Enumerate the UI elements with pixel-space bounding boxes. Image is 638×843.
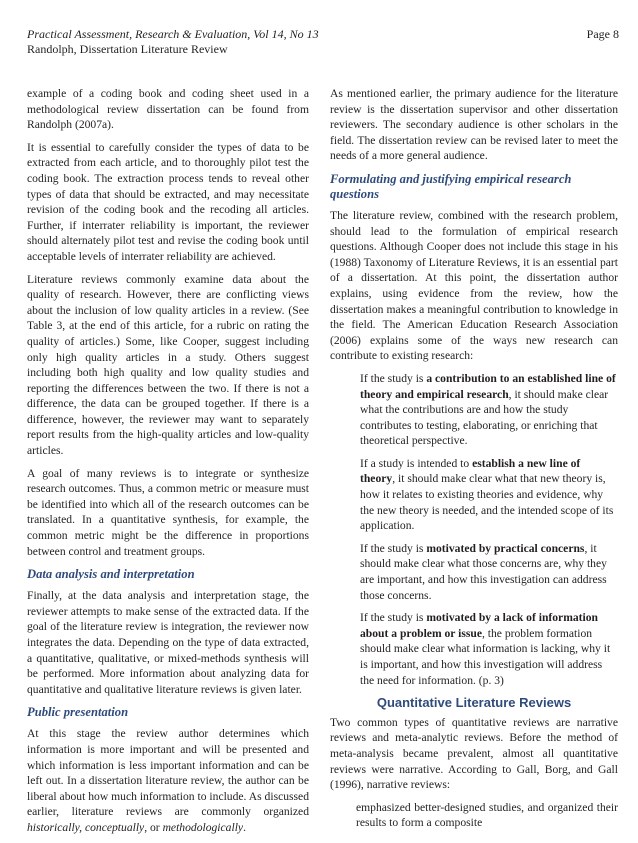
- section-heading-public-presentation: Public presentation: [27, 705, 129, 720]
- running-title: Randolph, Dissertation Literature Review: [27, 42, 228, 56]
- paragraph: The literature review, combined with the research problem, should lead to the formulation of empirical research questions. Although Cooper does not include this stage in his (1988) Taxonomy of Literature Reviews, it is an essential part of a dissertation. At this point, the dissertation author explains, using evidence from the review, how the dissertation makes a meaningful contribution to knowledge in the field. The American Education Research Association (2006) explains some of the ways new research can contribute to existing research:: [330, 208, 618, 363]
- journal-title: Practical Assessment, Research & Evaluation, Vol 14, No 13: [27, 27, 319, 41]
- block-quote: emphasized better-designed studies, and organized their results to form a composite: [356, 800, 618, 830]
- paragraph: example of a coding book and coding sheet used in a methodological review dissertation can be found from Randolph (2007a).: [27, 87, 309, 132]
- page-number: Page 8: [586, 27, 619, 41]
- page-header: [27, 27, 619, 57]
- right-column: [330, 86, 618, 838]
- left-column: [27, 86, 309, 843]
- block-quote-item: If a study is intended to establish a new line of theory, it should make clear what that new theory is, how it relates to existing theories and evidence, why the new theory is needed, and the intended scope of its application.: [360, 456, 614, 533]
- paragraph: At this stage the review author determines which information is more important and will be presented and which information is less important information and can be left out. In a dissertation literature review, the author can be liberal about how much information to include. As discussed earlier, literature reviews are commonly organized historically, conceptually, or methodologically.: [27, 727, 309, 834]
- emphasis: methodologically: [162, 820, 244, 834]
- block-quote-item: If the study is motivated by practical concerns, it should make clear what those concerns are, why they are important, and how this investigation can address those concerns.: [360, 541, 607, 602]
- section-heading-quantitative: Quantitative Literature Reviews: [376, 695, 572, 711]
- emphasis: historically, conceptually: [27, 820, 145, 834]
- paragraph: Finally, at the data analysis and interpretation stage, the reviewer attempts to make sense of the extracted data. If the goal of the literature review is integration, the reviewer now integrates the data. Depending on the type of data extracted, a quantitative, qualitative, or mixed-methods synthesis will be performed. More information about analyzing data for quantitative and qualitative literature reviews is given later.: [27, 589, 309, 696]
- block-quote-item: If the study is a contribution to an established line of theory and empirical research, it should make clear what the contributions are and how the study contributes to testing, elaborating, or enriching that theoretical perspective.: [360, 371, 616, 448]
- paragraph: A goal of many reviews is to integrate or synthesize research outcomes. Thus, a common metric or measure must be identified into which all of the research outcomes can be translated. In a quantitative synthesis, for example, the common metric might be the difference in proportions between control and treatment groups.: [27, 466, 309, 558]
- section-heading-formulating: Formulating and justifying empirical research questions: [330, 171, 572, 201]
- paragraph: Literature reviews commonly examine data about the quality of research. However, there are conflicting views about the inclusion of low quality articles in a review. (See Table 3, at the end of this article, for a rubric on rating the quality of articles.) Some, like Cooper, suggest including only high quality articles in a study. Others suggest including both high quality and low quality studies and reporting the differences between the two. If there is not a difference, the data can be grouped together. If there is a difference, however, the reviewer may want to separately report results from the high-quality articles and low-quality articles.: [27, 272, 309, 458]
- paragraph: Two common types of quantitative reviews are narrative reviews and meta-analytic reviews. Before the method of meta-analysis became prevalent, almost all quantitative reviews were narrative. According to Gall, Borg, and Gall (1996), narrative reviews:: [330, 715, 618, 792]
- section-heading-data-analysis: Data analysis and interpretation: [27, 567, 195, 582]
- block-quote-item: If the study is motivated by a lack of information about a problem or issue, the problem formation should make clear what information is lacking, why it is important, and how this investigation will address the need for information. (p. 3): [360, 611, 611, 687]
- paragraph: As mentioned earlier, the primary audience for the literature review is the dissertation supervisor and other dissertation reviewers. The secondary audience is other scholars in the field. The dissertation review can be revised later to meet the needs of a more general audience.: [330, 87, 618, 163]
- paragraph: It is essential to carefully consider the types of data to be extracted from each article, and to thoroughly pilot test the coding book. The extraction process tends to reveal other types of data that should be extracted, and may necessitate revision of the coding book and the recoding all articles. Further, if interrater reliability is important, the reviewer should alternately pilot test and revise the coding book until acceptable levels of interrater reliability are achieved.: [27, 140, 309, 263]
